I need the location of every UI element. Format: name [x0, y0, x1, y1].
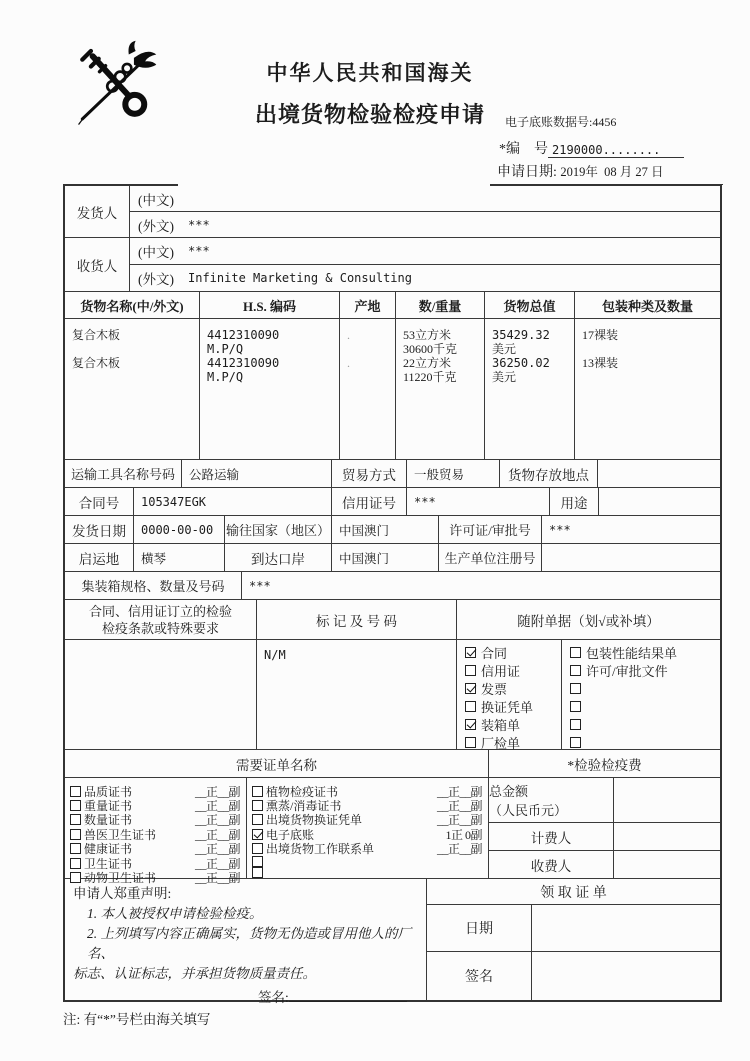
serial-number-value: 2190000........: [548, 143, 684, 158]
goods-packing: 17裸装: [582, 328, 619, 342]
pickup-sign-row: [427, 952, 720, 1000]
quantity-cert-checkbox[interactable]: [70, 814, 81, 825]
goods-value-column: [485, 319, 575, 459]
plant-quarantine-cert-checkbox[interactable]: [252, 786, 263, 797]
goods-name: 复合木板: [72, 356, 121, 370]
electronic-ledger-number: 电子底账数据号:4456: [505, 115, 617, 129]
agency-title: 中华人民共和国海关: [266, 61, 474, 85]
doc-option: 发票: [457, 679, 561, 697]
form-title: 出境货物检验检疫申请: [254, 102, 485, 127]
declaration-line2: 2. 上列填写内容正确属实，货物无伪造或冒用他人的厂名、: [87, 926, 411, 961]
serial-number-label: *编 号: [499, 142, 548, 157]
fee-total-value: [614, 778, 720, 822]
fee-collector-label: 收费人: [489, 851, 614, 878]
certificates-col2: [247, 778, 489, 878]
goods-quantity: 53立方米 30600千克: [403, 328, 458, 356]
declaration-cell: [65, 879, 427, 1005]
certificates-col1: [65, 778, 247, 886]
empty-checkbox[interactable]: [570, 719, 581, 730]
contract-row: [65, 488, 720, 516]
consignee-foreign-row: [130, 265, 720, 291]
pickup-panel: [427, 879, 720, 1000]
animal-health-cert-checkbox[interactable]: [70, 872, 81, 883]
certificate-option: 重量证书 __正__副: [65, 798, 246, 812]
certificate-option: 植物检疫证书 __正__副: [247, 784, 488, 798]
goods-name: 复合木板: [72, 328, 121, 342]
empty-checkbox[interactable]: [570, 701, 581, 712]
goods-origin: .: [347, 356, 350, 370]
fumigation-cert-checkbox[interactable]: [252, 800, 263, 811]
certificate-option: [247, 867, 488, 878]
storage-place-label: 货物存放地点: [500, 460, 598, 487]
container-spec-label: 集装箱规格、数量及号码: [65, 572, 242, 599]
empty-checkbox[interactable]: [570, 683, 581, 694]
declaration-signature-row: [73, 988, 418, 1008]
doc-option: [562, 697, 720, 715]
chinese-label: (中文): [138, 245, 174, 260]
shipper-foreign-row: [130, 212, 720, 237]
goods-hs-code: 4412310090 M.P/Q: [207, 356, 280, 384]
pickup-sign-value: [532, 952, 720, 1000]
producer-registration-label: 生产单位注册号: [439, 544, 542, 571]
ship-date-label: 发货日期: [65, 516, 134, 543]
quality-cert-checkbox[interactable]: [70, 786, 81, 797]
work-contact-sheet-checkbox[interactable]: [252, 843, 263, 854]
consignee-label: 收货人: [65, 238, 130, 291]
transport-row: [65, 460, 720, 488]
letter-of-credit-checkbox[interactable]: [465, 665, 476, 676]
fee-biller-row: [489, 823, 720, 851]
packing-list-checkbox[interactable]: [465, 719, 476, 730]
goods-name-column: [65, 319, 200, 459]
contract-checkbox[interactable]: [465, 647, 476, 658]
shipper-foreign-value: ***: [188, 217, 210, 232]
veterinary-cert-checkbox[interactable]: [70, 829, 81, 840]
marks-value: N/M: [257, 640, 457, 749]
certificates-body-row: [65, 778, 720, 886]
doc-option: [562, 733, 720, 751]
redaction-box: [178, 166, 490, 208]
arrival-port-label: 到达口岸: [225, 544, 332, 571]
goods-col-header-packing: 包装种类及数量: [601, 298, 693, 314]
application-date-label: 申请日期:: [497, 165, 557, 180]
exchange-voucher-checkbox[interactable]: [465, 701, 476, 712]
empty-checkbox[interactable]: [252, 867, 263, 878]
certificates-header-row: [65, 750, 720, 778]
doc-option: [562, 715, 720, 733]
departure-place-value: 横琴: [134, 544, 225, 571]
ship-date-row: [65, 516, 720, 544]
clauses-body: [65, 640, 257, 749]
health-cert-checkbox[interactable]: [70, 843, 81, 854]
doc-option: 信用证: [457, 661, 561, 679]
fee-total-row: 总金额 （人民币元）: [489, 778, 720, 823]
goods-packing-column: [575, 319, 720, 459]
doc-option: 合同: [457, 643, 561, 661]
factory-inspection-checkbox[interactable]: [465, 737, 476, 748]
consignee-row: [65, 238, 720, 292]
destination-country-value: 中国澳门: [332, 516, 439, 543]
sanitary-cert-checkbox[interactable]: [70, 858, 81, 869]
certificate-option: 出境货物工作联系单 __正__副: [247, 842, 488, 856]
consignee-foreign-value: Infinite Marketing & Consulting: [188, 271, 412, 285]
goods-col-header-quantity: 数/重量: [396, 292, 485, 318]
certificate-option: 数量证书 __正__副: [65, 813, 246, 827]
doc-option: 厂检单: [457, 733, 561, 751]
storage-place-value: [598, 460, 720, 487]
goods-hs-column: [200, 319, 340, 459]
destination-country-label: 输往国家（地区）: [225, 516, 332, 543]
fee-collector-row: [489, 851, 720, 878]
goods-col-header-total-value: 货物总值: [485, 292, 575, 318]
goods-quantity-column: [396, 319, 485, 459]
shipper-label: 发货人: [65, 186, 130, 237]
clauses-header: 合同、信用证订立的检验 检疫条款或特殊要求: [65, 600, 257, 639]
goods-origin-column: [340, 319, 396, 459]
fee-total-label: 总金额: [489, 784, 529, 799]
consignee-chinese-row: [130, 238, 720, 265]
departure-row: [65, 544, 720, 572]
certificate-option: 动物卫生证书 __正__副: [65, 870, 246, 884]
fee-panel: [489, 778, 720, 878]
consignee-chinese-value: ***: [188, 244, 210, 258]
pickup-date-value: [532, 905, 720, 951]
ship-date-value: 0000-00-00: [134, 516, 225, 543]
application-form-table: [63, 184, 722, 1005]
license-approval-label: 许可证/审批号: [439, 516, 542, 543]
departure-place-label: 启运地: [65, 544, 134, 571]
empty-checkbox[interactable]: [570, 737, 581, 748]
fee-collector-value: [614, 851, 720, 878]
footer-note: 注: 有“*”号栏由海关填写: [63, 1012, 211, 1027]
exchange-voucher-cert-checkbox[interactable]: [252, 814, 263, 825]
chinese-label: (中文): [138, 192, 174, 208]
doc-option: 包装性能结果单: [562, 643, 720, 661]
license-approval-value: ***: [549, 522, 571, 537]
attached-docs-col1: [457, 640, 562, 749]
goods-col-header-origin: 产地: [340, 292, 396, 318]
goods-col-header-hs-code: H.S. 编码: [200, 292, 340, 318]
trade-mode-value: 一般贸易: [407, 460, 500, 487]
fee-biller-label: 计费人: [489, 823, 614, 850]
goods-quantity: 22立方米 11220千克: [403, 356, 457, 384]
goods-table-header: [65, 292, 720, 319]
serial-number-row: [499, 138, 684, 158]
doc-option: 换证凭单: [457, 697, 561, 715]
trade-mode-label: 贸易方式: [332, 460, 407, 487]
foreign-label: (外文): [138, 218, 174, 234]
goods-total-value: 36250.02 美元: [492, 356, 550, 384]
attached-docs-header: 随附单据（划√或补填）: [517, 613, 660, 629]
certificate-option: [247, 856, 488, 867]
goods-origin: .: [347, 328, 350, 342]
certificate-option: 出境货物换证凭单 __正__副: [247, 813, 488, 827]
fee-biller-value: [614, 823, 720, 850]
packing-performance-checkbox[interactable]: [570, 647, 581, 658]
contract-number-label: 合同号: [65, 488, 134, 515]
contract-number-value: 105347EGK: [134, 488, 332, 515]
doc-option: 装箱单: [457, 715, 561, 733]
pickup-sign-label: 签名: [427, 952, 532, 1000]
container-row: [65, 572, 720, 600]
certificate-option: 电子底账 1正 0副: [247, 827, 488, 841]
producer-registration-value: [542, 544, 720, 571]
doc-option: [562, 679, 720, 697]
letter-of-credit-value: ***: [407, 488, 550, 515]
declaration-line3: 标志、认证标志，并承担货物质量责任。: [73, 966, 316, 981]
empty-checkbox[interactable]: [252, 856, 263, 867]
doc-option: 许可/审批文件: [562, 661, 720, 679]
invoice-checkbox[interactable]: [465, 683, 476, 694]
goods-hs-code: 4412310090 M.P/Q: [207, 328, 280, 356]
goods-col-header-name: 货物名称(中/外文): [65, 292, 200, 318]
declaration-signature-line: [289, 1001, 407, 1002]
declaration-signature-label: 签名:: [258, 990, 289, 1005]
arrival-port-value: 中国澳门: [332, 544, 439, 571]
usage-value: [599, 488, 720, 515]
transport-label: 运输工具名称号码: [65, 460, 182, 487]
pickup-date-row: [427, 905, 720, 952]
letter-of-credit-label: 信用证号: [332, 488, 407, 515]
certificate-option: 熏蒸/消毒证书 __正__副: [247, 798, 488, 812]
fee-header: *检验检疫费: [567, 757, 642, 773]
goods-packing: 13裸装: [582, 356, 619, 370]
foreign-label: (外文): [138, 272, 174, 287]
certificate-option: 兽医卫生证书 __正__副: [65, 827, 246, 841]
electronic-ledger-checkbox[interactable]: [252, 829, 263, 840]
attached-docs-col2: [562, 640, 720, 749]
application-date-value: 2019年 08 月 27 日: [560, 165, 664, 179]
goods-table-body: [65, 319, 720, 460]
application-date-row: [497, 161, 723, 185]
certificates-header: 需要证单名称: [65, 750, 489, 777]
certificate-option: 品质证书 __正__副: [65, 784, 246, 798]
declaration-title: 申请人郑重声明:: [73, 886, 172, 901]
goods-total-value: 35429.32 美元: [492, 328, 550, 356]
container-spec-value: ***: [249, 578, 271, 593]
pickup-date-label: 日期: [427, 905, 532, 951]
transport-value: 公路运输: [182, 460, 332, 487]
customs-emblem-logo: [72, 36, 158, 128]
attached-docs-body: [457, 640, 720, 749]
clauses-body-row: [65, 640, 720, 750]
license-approval-doc-checkbox[interactable]: [570, 665, 581, 676]
declaration-row: [65, 879, 720, 1005]
declaration-line1: 1. 本人被授权申请检验检疫。: [87, 906, 263, 921]
clauses-header-row: [65, 600, 720, 640]
usage-label: 用途: [550, 488, 599, 515]
weight-cert-checkbox[interactable]: [70, 800, 81, 811]
pickup-header: 领 取 证 单: [427, 879, 720, 905]
marks-header: 标 记 及 号 码: [257, 600, 457, 639]
certificate-option: 卫生证书 __正__副: [65, 856, 246, 870]
certificate-option: 健康证书 __正__副: [65, 842, 246, 856]
